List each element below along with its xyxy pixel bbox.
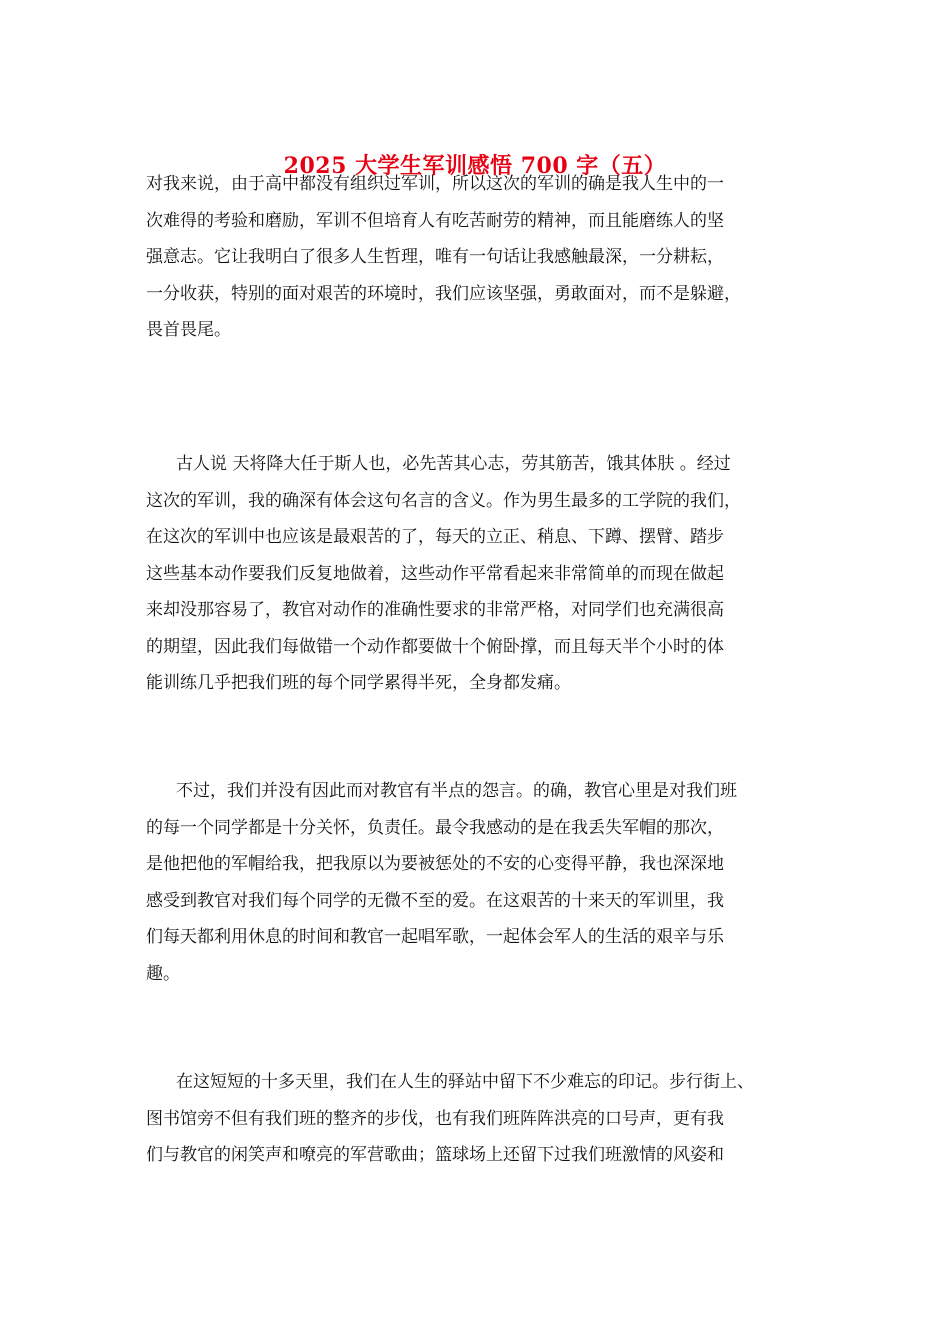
paragraph-3: [146, 773, 806, 992]
paragraph-4: [146, 1064, 806, 1174]
paragraph-line: 趣。: [146, 963, 180, 984]
paragraph-line: 们每天都利用休息的时间和教官一起唱军歌，一起体会军人的生活的艰辛与乐: [146, 927, 724, 947]
paragraph-line: 来却没那容易了，教官对动作的准确性要求的非常严格，对同学们也充满很高: [146, 600, 724, 620]
paragraph-line: 这些基本动作要我们反复地做着，这些动作平常看起来非常简单的而现在做起: [146, 563, 724, 584]
paragraph-line: 在这短短的十多天里，我们在人生的驿站中留下不少难忘的印记。步行街上、: [176, 1072, 754, 1092]
paragraph-2: [146, 446, 806, 702]
document-title: 2025 大学生军训感悟 700 字（五）: [283, 153, 667, 179]
paragraph-1: [146, 166, 806, 349]
paragraph-line: 强意志。它让我明白了很多人生哲理，唯有一句话让我感触最深，一分耕耘，: [146, 247, 724, 267]
paragraph-line: 畏首畏尾。: [146, 320, 231, 340]
paragraph-line: 是他把他的军帽给我，把我原以为要被惩处的不安的心变得平静，我也深深地: [146, 854, 724, 874]
paragraph-line: 古人说 天将降大任于斯人也，必先苦其心志，劳其筋苦，饿其体肤 。经过: [176, 454, 731, 474]
paragraph-line: 这次的军训，我的确深有体会这句名言的含义。作为男生最多的工学院的我们，: [146, 490, 741, 511]
paragraph-line: 在这次的军训中也应该是最艰苦的了，每天的立正、稍息、下蹲、摆臂、踏步: [146, 527, 724, 547]
paragraph-line: 次难得的考验和磨励，军训不但培育人有吃苦耐劳的精神，而且能磨练人的坚: [146, 210, 724, 231]
paragraph-line: 对我来说，由于高中都没有组织过军训，所以这次的军训的确是我人生中的一: [146, 174, 724, 194]
paragraph-line: 感受到教官对我们每个同学的无微不至的爱。在这艰苦的十来天的军训里，我: [146, 890, 724, 911]
paragraph-line: 不过，我们并没有因此而对教官有半点的怨言。的确，教官心里是对我们班: [176, 781, 737, 801]
paragraph-line: 的期望，因此我们每做错一个动作都要做十个俯卧撑，而且每天半个小时的体: [146, 636, 724, 657]
paragraph-line: 能训练几乎把我们班的每个同学累得半死，全身都发痛。: [146, 673, 571, 693]
paragraph-line: 们与教官的闲笑声和嘹亮的军营歌曲；篮球场上还留下过我们班激情的风姿和: [146, 1145, 724, 1165]
paragraph-line: 的每一个同学都是十分关怀，负责任。最令我感动的是在我丢失军帽的那次，: [146, 817, 724, 838]
paragraph-line: 图书馆旁不但有我们班的整齐的步伐，也有我们班阵阵洪亮的口号声，更有我: [146, 1108, 724, 1129]
paragraph-line: 一分收获，特别的面对艰苦的环境时，我们应该坚强，勇敢面对，而不是躲避，: [146, 283, 741, 304]
